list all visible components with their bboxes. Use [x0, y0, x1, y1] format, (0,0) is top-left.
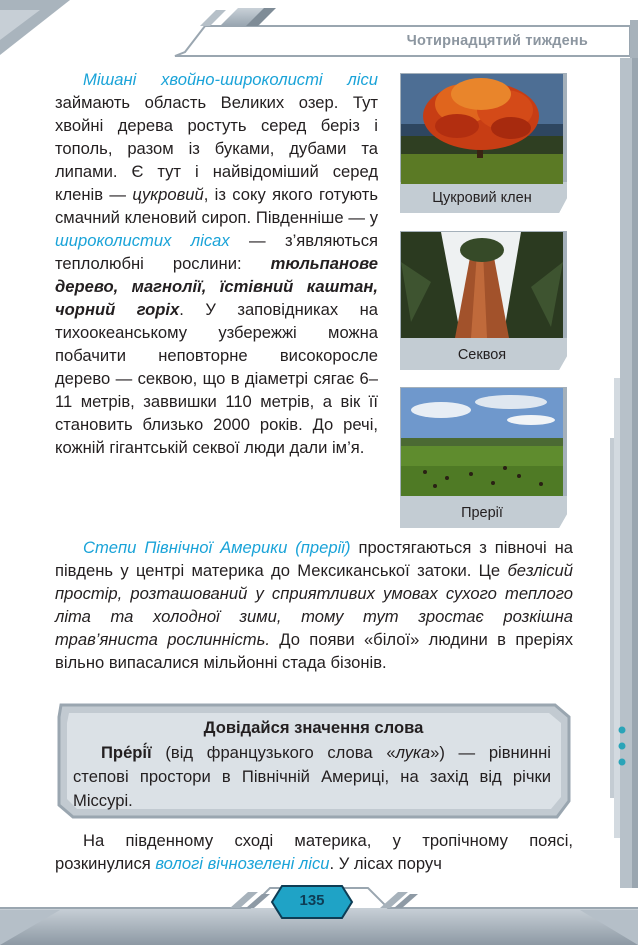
highlight-prairies: (прерії): [295, 538, 351, 557]
text-run: . У лісах поруч: [329, 854, 442, 873]
header-decoration: [0, 0, 638, 58]
text-run: простягаються з півночі на південь у центрі материка до Мексиканської затоки. Це: [55, 538, 573, 580]
glossary-word: лука: [395, 743, 431, 762]
sugar-maple-photo: [401, 74, 563, 184]
tropical-paragraph: [55, 829, 573, 875]
sequoia-photo: [401, 232, 563, 338]
caption-prairie: Прерії: [461, 505, 503, 521]
prairie-paragraph: [55, 536, 573, 674]
italic-plants: тюльпанове дерево, магнолії, їстівний каштан, чорний горіх: [55, 254, 378, 319]
chapter-title: Чотирнадцятий тиждень: [406, 33, 588, 49]
glossary-title: Довідайся значення слова: [203, 718, 424, 737]
page-number: 135: [299, 892, 325, 909]
card-sugar-maple: [397, 70, 571, 216]
text-run: займають область Великих озер. Тут хвойні дерева ростуть серед беріз і тополь, разом із буками, дубами та липами. Є тут і найвідоміший серед кленів —: [55, 93, 378, 204]
text-run: . У заповідниках на тихоокеанському узбережжі можна побачити неповторне високоросле дерево — секвою, що в діаметрі сягає 6–11 метрів, заввишки 110 метрів, а вік її становить близько 2000 років. До речі, кожній гігантській секвої люди дали ім’я.: [55, 300, 379, 457]
page-header: [0, 0, 638, 58]
italic-description: безлісий простір, розташований у сприятливих умовах сухого теплого літа та холодної зими, тому тут зростає розкішна трав’яниста рослинність.: [55, 561, 573, 649]
text-run: — з’являються теплолюбні рослини:: [55, 231, 378, 273]
caption-sequoia: Секвоя: [457, 347, 507, 363]
text-run: ») — рівнинні степові простори в Північній Америці, на захід від річки Міссурі.: [73, 743, 551, 810]
text-run: До появи «білої» людини в преріях вільно випасалися мільйонні стада бізонів.: [55, 630, 573, 672]
glossary-term: Пре́рі́ї: [101, 743, 152, 762]
text-run: (від французького слова «: [151, 743, 396, 762]
highlight-steppes: Степи Північної Америки: [83, 538, 288, 557]
text-run: На південному сході материка, у тропічному поясі, розкинулися: [55, 831, 573, 873]
card-sequoia: [397, 228, 571, 373]
italic-sugar: цукровий: [132, 185, 204, 204]
card-prairie: [397, 384, 571, 531]
glossary-definition: [73, 741, 551, 813]
prairie-photo: [401, 388, 563, 496]
forests-paragraph: [55, 68, 378, 459]
caption-sugar-maple: Цукровий клен: [432, 190, 532, 206]
side-rail: [606, 58, 638, 888]
highlight-mixed-forests: Мішані хвойно-широколисті ліси: [83, 70, 378, 89]
highlight-rainforests: вологі вічнозелені ліси: [155, 854, 330, 873]
text-run: , із соку якого готують смачний кленовий сироп. Південніше — у: [55, 185, 378, 227]
highlight-broadleaf-forests: широколистих лісах: [55, 231, 230, 250]
glossary-box: [55, 701, 572, 821]
